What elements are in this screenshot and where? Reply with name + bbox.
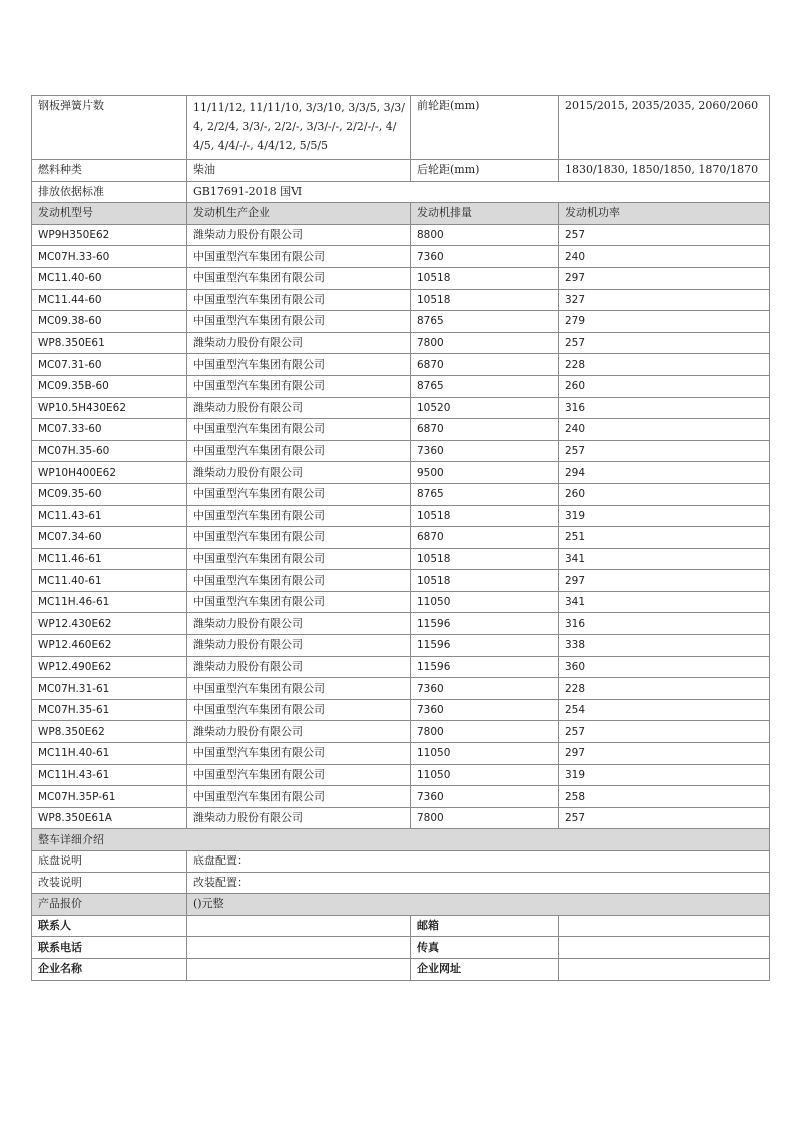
engine-model: WP12.490E62 xyxy=(32,656,187,678)
engine-row xyxy=(32,786,770,808)
engine-row xyxy=(32,375,770,397)
engine-model: WP8.350E61 xyxy=(32,332,187,354)
engine-power: 257 xyxy=(559,721,770,743)
engine-row xyxy=(32,678,770,700)
engine-power: 257 xyxy=(559,807,770,829)
engine-row xyxy=(32,527,770,549)
engine-maker: 中国重型汽车集团有限公司 xyxy=(187,527,411,549)
engine-maker: 潍柴动力股份有限公司 xyxy=(187,807,411,829)
engine-model: WP8.350E61A xyxy=(32,807,187,829)
engine-displacement: 11596 xyxy=(411,656,559,678)
engine-model-header: 发动机型号 xyxy=(32,203,187,225)
engine-maker: 潍柴动力股份有限公司 xyxy=(187,462,411,484)
engine-maker-header: 发动机生产企业 xyxy=(187,203,411,225)
engine-displacement: 11596 xyxy=(411,613,559,635)
engine-model: MC09.35-60 xyxy=(32,483,187,505)
engine-power: 260 xyxy=(559,375,770,397)
engine-row xyxy=(32,656,770,678)
engine-model: WP10.5H430E62 xyxy=(32,397,187,419)
engine-row xyxy=(32,332,770,354)
engine-maker: 潍柴动力股份有限公司 xyxy=(187,656,411,678)
engine-displacement: 10520 xyxy=(411,397,559,419)
engine-displacement: 8765 xyxy=(411,375,559,397)
engine-power: 327 xyxy=(559,289,770,311)
engine-power: 240 xyxy=(559,419,770,441)
engine-displacement: 7800 xyxy=(411,332,559,354)
engine-row xyxy=(32,613,770,635)
engine-displacement: 8800 xyxy=(411,224,559,246)
engine-power: 279 xyxy=(559,311,770,333)
engine-power: 341 xyxy=(559,548,770,570)
engine-maker: 中国重型汽车集团有限公司 xyxy=(187,591,411,613)
fax-value xyxy=(559,937,770,959)
emission-label: 排放依据标准 xyxy=(32,181,187,203)
engine-maker: 潍柴动力股份有限公司 xyxy=(187,721,411,743)
engine-power: 319 xyxy=(559,505,770,527)
phone-value xyxy=(187,937,411,959)
engine-power: 316 xyxy=(559,613,770,635)
engine-displacement: 8765 xyxy=(411,483,559,505)
engine-maker: 中国重型汽车集团有限公司 xyxy=(187,246,411,268)
engine-power: 297 xyxy=(559,267,770,289)
engine-displacement: 10518 xyxy=(411,289,559,311)
engine-displacement: 7800 xyxy=(411,721,559,743)
engine-model: MC11H.40-61 xyxy=(32,743,187,765)
engine-displacement: 7360 xyxy=(411,786,559,808)
engine-maker: 中国重型汽车集团有限公司 xyxy=(187,699,411,721)
chassis-value: 底盘配置： xyxy=(187,851,770,873)
engine-row xyxy=(32,743,770,765)
email-value xyxy=(559,915,770,937)
engine-model: MC11H.46-61 xyxy=(32,591,187,613)
engine-row xyxy=(32,440,770,462)
price-value: ()元整 xyxy=(187,894,770,916)
engine-maker: 中国重型汽车集团有限公司 xyxy=(187,505,411,527)
engine-row xyxy=(32,807,770,829)
engine-displacement-header: 发动机排量 xyxy=(411,203,559,225)
engine-maker: 中国重型汽车集团有限公司 xyxy=(187,570,411,592)
emission-row xyxy=(32,181,770,203)
engine-model: MC07H.31-61 xyxy=(32,678,187,700)
engine-power: 319 xyxy=(559,764,770,786)
engine-maker: 中国重型汽车集团有限公司 xyxy=(187,375,411,397)
engine-power: 228 xyxy=(559,678,770,700)
engine-power: 258 xyxy=(559,786,770,808)
vehicle-spec-table xyxy=(31,95,770,981)
spring-value: 11/11/12, 11/11/10, 3/3/10, 3/3/5, 3/3/4, 2/2/4, 3/3/-, 2/2/-, 3/3/-/-, 2/2/-/-, 4/4/5, 4/4/-/-, 4/4/12, 5/5/5 xyxy=(187,96,411,160)
email-label: 邮箱 xyxy=(411,915,559,937)
engine-row xyxy=(32,483,770,505)
chassis-row xyxy=(32,851,770,873)
engine-model: MC11H.43-61 xyxy=(32,764,187,786)
engine-row xyxy=(32,397,770,419)
phone-label: 联系电话 xyxy=(32,937,187,959)
engine-model: MC09.38-60 xyxy=(32,311,187,333)
engine-maker: 中国重型汽车集团有限公司 xyxy=(187,354,411,376)
engine-model: MC09.35B-60 xyxy=(32,375,187,397)
engine-list xyxy=(32,224,770,829)
website-label: 企业网址 xyxy=(411,958,559,980)
engine-maker: 中国重型汽车集团有限公司 xyxy=(187,311,411,333)
engine-displacement: 8765 xyxy=(411,311,559,333)
engine-maker: 中国重型汽车集团有限公司 xyxy=(187,743,411,765)
fuel-value: 柴油 xyxy=(187,160,411,182)
engine-row xyxy=(32,570,770,592)
engine-model: MC11.40-60 xyxy=(32,267,187,289)
engine-displacement: 11050 xyxy=(411,743,559,765)
modify-label: 改装说明 xyxy=(32,872,187,894)
engine-power: 228 xyxy=(559,354,770,376)
engine-header-row xyxy=(32,203,770,225)
engine-displacement: 10518 xyxy=(411,548,559,570)
engine-displacement: 7360 xyxy=(411,246,559,268)
engine-maker: 中国重型汽车集团有限公司 xyxy=(187,419,411,441)
engine-row xyxy=(32,591,770,613)
engine-model: MC11.46-61 xyxy=(32,548,187,570)
engine-power: 338 xyxy=(559,635,770,657)
engine-row xyxy=(32,224,770,246)
engine-displacement: 11050 xyxy=(411,591,559,613)
engine-power: 254 xyxy=(559,699,770,721)
engine-model: MC07H.35P-61 xyxy=(32,786,187,808)
engine-maker: 中国重型汽车集团有限公司 xyxy=(187,483,411,505)
front-track-label: 前轮距(mm) xyxy=(411,96,559,160)
engine-displacement: 7360 xyxy=(411,440,559,462)
company-label: 企业名称 xyxy=(32,958,187,980)
engine-model: MC07H.35-60 xyxy=(32,440,187,462)
company-value xyxy=(187,958,411,980)
rear-track-value: 1830/1830, 1850/1850, 1870/1870 xyxy=(559,160,770,182)
engine-power: 257 xyxy=(559,224,770,246)
engine-power: 341 xyxy=(559,591,770,613)
engine-maker: 潍柴动力股份有限公司 xyxy=(187,397,411,419)
engine-model: MC11.43-61 xyxy=(32,505,187,527)
engine-power: 297 xyxy=(559,570,770,592)
engine-maker: 中国重型汽车集团有限公司 xyxy=(187,548,411,570)
engine-model: WP9H350E62 xyxy=(32,224,187,246)
engine-displacement: 10518 xyxy=(411,570,559,592)
spring-row xyxy=(32,96,770,160)
engine-power-header: 发动机功率 xyxy=(559,203,770,225)
engine-power: 257 xyxy=(559,332,770,354)
engine-displacement: 6870 xyxy=(411,527,559,549)
price-row xyxy=(32,894,770,916)
engine-power: 240 xyxy=(559,246,770,268)
engine-model: MC07H.33-60 xyxy=(32,246,187,268)
engine-model: MC07.31-60 xyxy=(32,354,187,376)
engine-power: 316 xyxy=(559,397,770,419)
engine-model: MC07.33-60 xyxy=(32,419,187,441)
engine-displacement: 10518 xyxy=(411,505,559,527)
engine-displacement: 11050 xyxy=(411,764,559,786)
engine-displacement: 7800 xyxy=(411,807,559,829)
engine-maker: 中国重型汽车集团有限公司 xyxy=(187,678,411,700)
engine-maker: 潍柴动力股份有限公司 xyxy=(187,332,411,354)
engine-row xyxy=(32,289,770,311)
details-section-row xyxy=(32,829,770,851)
engine-row xyxy=(32,505,770,527)
modify-row xyxy=(32,872,770,894)
engine-maker: 潍柴动力股份有限公司 xyxy=(187,635,411,657)
engine-row xyxy=(32,246,770,268)
engine-row xyxy=(32,419,770,441)
contact-row-2 xyxy=(32,937,770,959)
fax-label: 传真 xyxy=(411,937,559,959)
engine-maker: 中国重型汽车集团有限公司 xyxy=(187,289,411,311)
engine-model: MC11.44-60 xyxy=(32,289,187,311)
engine-displacement: 7360 xyxy=(411,678,559,700)
engine-row xyxy=(32,635,770,657)
contact-row-3 xyxy=(32,958,770,980)
engine-row xyxy=(32,267,770,289)
engine-displacement: 7360 xyxy=(411,699,559,721)
rear-track-label: 后轮距(mm) xyxy=(411,160,559,182)
engine-maker: 潍柴动力股份有限公司 xyxy=(187,613,411,635)
engine-maker: 中国重型汽车集团有限公司 xyxy=(187,267,411,289)
engine-maker: 中国重型汽车集团有限公司 xyxy=(187,786,411,808)
engine-row xyxy=(32,311,770,333)
engine-model: MC11.40-61 xyxy=(32,570,187,592)
engine-row xyxy=(32,462,770,484)
engine-row xyxy=(32,721,770,743)
engine-row xyxy=(32,764,770,786)
spring-label: 钢板弹簧片数 xyxy=(32,96,187,160)
engine-power: 260 xyxy=(559,483,770,505)
price-label: 产品报价 xyxy=(32,894,187,916)
front-track-value: 2015/2015, 2035/2035, 2060/2060 xyxy=(559,96,770,160)
engine-maker: 中国重型汽车集团有限公司 xyxy=(187,764,411,786)
engine-displacement: 9500 xyxy=(411,462,559,484)
engine-power: 297 xyxy=(559,743,770,765)
engine-displacement: 6870 xyxy=(411,354,559,376)
fuel-label: 燃料种类 xyxy=(32,160,187,182)
engine-model: MC07.34-60 xyxy=(32,527,187,549)
contact-row-1 xyxy=(32,915,770,937)
engine-row xyxy=(32,548,770,570)
contact-person-value xyxy=(187,915,411,937)
engine-model: WP12.430E62 xyxy=(32,613,187,635)
fuel-row xyxy=(32,160,770,182)
details-section-title: 整车详细介绍 xyxy=(32,829,770,851)
emission-value: GB17691-2018 国Ⅵ xyxy=(187,181,770,203)
engine-displacement: 11596 xyxy=(411,635,559,657)
website-value xyxy=(559,958,770,980)
engine-row xyxy=(32,699,770,721)
engine-model: WP12.460E62 xyxy=(32,635,187,657)
engine-power: 294 xyxy=(559,462,770,484)
engine-power: 251 xyxy=(559,527,770,549)
engine-model: WP8.350E62 xyxy=(32,721,187,743)
engine-model: MC07H.35-61 xyxy=(32,699,187,721)
engine-maker: 中国重型汽车集团有限公司 xyxy=(187,440,411,462)
engine-row xyxy=(32,354,770,376)
chassis-label: 底盘说明 xyxy=(32,851,187,873)
engine-displacement: 10518 xyxy=(411,267,559,289)
modify-value: 改装配置： xyxy=(187,872,770,894)
engine-displacement: 6870 xyxy=(411,419,559,441)
engine-maker: 潍柴动力股份有限公司 xyxy=(187,224,411,246)
engine-power: 360 xyxy=(559,656,770,678)
contact-person-label: 联系人 xyxy=(32,915,187,937)
engine-power: 257 xyxy=(559,440,770,462)
engine-model: WP10H400E62 xyxy=(32,462,187,484)
